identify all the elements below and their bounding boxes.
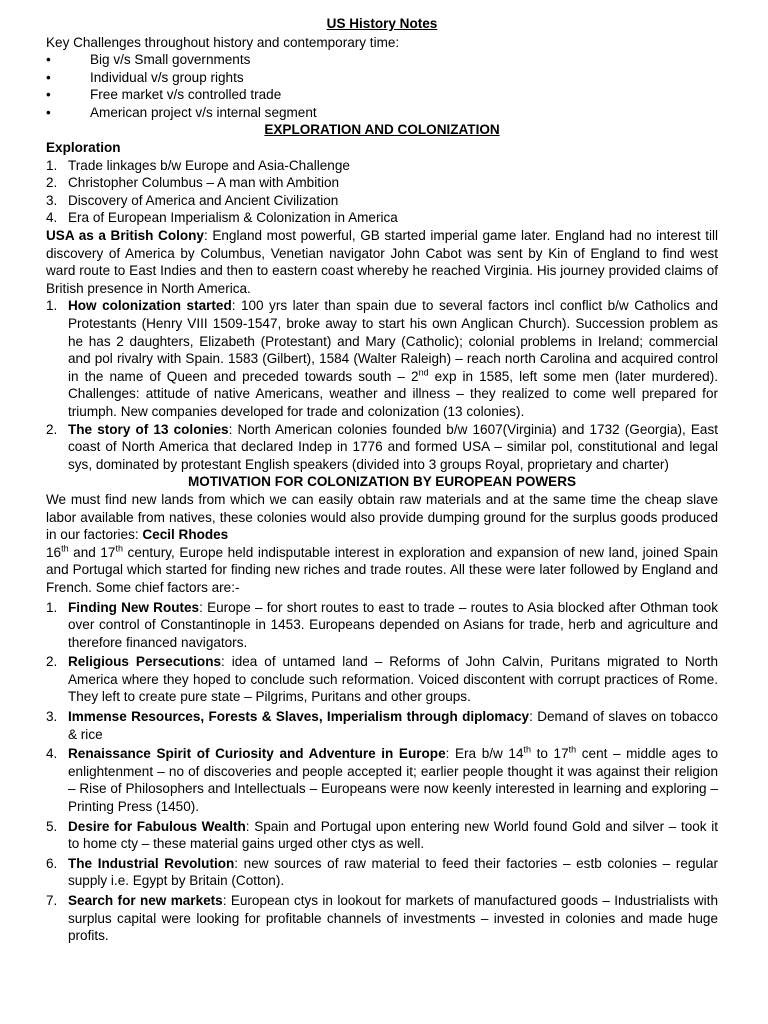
subheading-exploration: Exploration bbox=[46, 140, 121, 156]
list-item bbox=[46, 421, 718, 474]
item-number: 2. bbox=[46, 654, 58, 670]
page-title: US History Notes bbox=[326, 16, 438, 31]
superscript: th bbox=[115, 543, 123, 554]
usa-colony-paragraph bbox=[46, 227, 718, 297]
item-label: Search for new markets bbox=[68, 893, 223, 908]
item-number: 4. bbox=[46, 210, 58, 226]
section-heading-exploration: EXPLORATION AND COLONIZATION bbox=[264, 122, 500, 138]
century-text: century, Europe held indisputable interest in exploration and expansion of new land, joined Spain and Portugal which started for finding new riches and trade routes. All these were later followed by England and French. Some chief factors are:- bbox=[46, 544, 718, 595]
list-item bbox=[46, 192, 718, 210]
colony-list bbox=[46, 297, 718, 473]
item-text: Discovery of America and Ancient Civilization bbox=[68, 192, 339, 208]
item-number: 2. bbox=[46, 421, 58, 437]
item-text: Trade linkages b/w Europe and Asia-Challenge bbox=[68, 157, 350, 173]
list-item bbox=[46, 157, 718, 175]
item-label: Immense Resources, Forests & Slaves, Imperialism through diplomacy bbox=[68, 709, 530, 725]
item-number: 1. bbox=[46, 157, 58, 173]
list-item bbox=[46, 892, 718, 945]
item-text: : idea of untamed land – Reforms of John Calvin, Puritans migrated to North America where they hoped to conclude such reformation. Voiced discontent with corrupt practices of Rome. They left to create pure state – Pilgrims, Puritans and other groups. bbox=[68, 654, 718, 705]
item-label: Desire for Fabulous Wealth bbox=[68, 818, 246, 834]
item-text: : Era b/w 14 bbox=[445, 746, 524, 762]
item-label: Religious Persecutions bbox=[68, 654, 221, 670]
challenges-list bbox=[46, 51, 718, 121]
item-text: Era of European Imperialism & Colonization in America bbox=[68, 210, 398, 226]
list-item bbox=[46, 818, 718, 853]
item-number: 5. bbox=[46, 818, 58, 834]
item-number: 1. bbox=[46, 599, 58, 615]
list-item bbox=[46, 599, 718, 652]
item-label: The Industrial Revolution bbox=[68, 855, 235, 871]
item-text: Christopher Columbus – A man with Ambition bbox=[68, 175, 340, 191]
item-number: 3. bbox=[46, 192, 58, 208]
list-item bbox=[46, 174, 718, 192]
list-item: • Individual v/s group rights bbox=[46, 69, 718, 87]
superscript: th bbox=[61, 543, 69, 554]
list-item bbox=[46, 708, 718, 743]
item-text: exp in 1585, left some men (later murdered). Challenges: attitude of native Americans, weather and illness – they realized to come well prepared for triumph. New companies developed for trade and colonization (13 colonies). bbox=[68, 368, 718, 419]
superscript: nd bbox=[418, 367, 429, 378]
item-label: The story of 13 colonies bbox=[68, 421, 229, 437]
intro-text: Key Challenges throughout history and contemporary time: bbox=[46, 34, 400, 50]
list-item bbox=[46, 745, 718, 815]
item-text: to 17 bbox=[531, 746, 569, 762]
century-text: and 17 bbox=[68, 544, 116, 560]
item-label: Finding New Routes bbox=[68, 599, 200, 615]
item-number: 3. bbox=[46, 709, 58, 725]
exploration-list bbox=[46, 157, 718, 227]
item-label: Renaissance Spirit of Curiosity and Adventure in Europe bbox=[68, 746, 446, 762]
item-text: : Demand of slaves on tobacco & rice bbox=[68, 709, 718, 742]
item-text: : new sources of raw material to feed their factories – estb colonies – regular supply i.e. Egypt by Britain (Cotton). bbox=[68, 855, 718, 889]
quote-author: Cecil Rhodes bbox=[142, 527, 229, 543]
item-label: How colonization started bbox=[68, 298, 232, 314]
list-item bbox=[46, 209, 718, 227]
century-number: 16 bbox=[46, 544, 62, 560]
item-number: 6. bbox=[46, 855, 58, 871]
item-text: : 100 yrs later than spain due to several factors incl conflict b/w Catholics and Protestants (Henry VIII 1509-1547, broke away to start his own Anglican Church). Succession problem as he has 2 daughters, Elizabeth (Protestant) and Mary (Catholic); colonial problems in Ireland; commercial and pol rivalry with Spain. 1583 (Gilbert), 1584 (Walter Raleigh) – reach north Carolina and acquired control in the name of Queen and preceded towards south – 2 bbox=[68, 298, 718, 384]
usa-colony-text: : England most powerful, GB started imperial game later. England had no interest till discovery of America by Columbus, Venetian navigator John Cabot was sent by Kin of England to find west ward route to East Indies and then to eastern coast whereby he reached Virginia. His journey provided claims of British presence in North America. bbox=[46, 228, 718, 296]
century-paragraph bbox=[46, 544, 718, 597]
usa-colony-label: USA as a British Colony bbox=[46, 228, 204, 244]
quote-text: We must find new lands from which we can easily obtain raw materials and at the same time the cheap slave labor available from natives, these colonies would also provide dumping ground for the surplus goods produced in our factories: bbox=[46, 491, 718, 543]
superscript: th bbox=[568, 744, 577, 755]
superscript: th bbox=[523, 744, 531, 755]
item-number: 7. bbox=[46, 893, 58, 908]
item-number: 2. bbox=[46, 175, 58, 191]
item-number: 4. bbox=[46, 746, 58, 762]
item-number: 1. bbox=[46, 298, 58, 314]
list-item bbox=[46, 653, 718, 706]
item-text: cent – middle ages to enlightenment – no of discoveries and people accepted it; earlier people thought it was against their religion – Rise of Philosophers and Intellectuals – Europeans were now keenly interested in learning and exploring – Printing Press (1450). bbox=[68, 746, 718, 815]
list-item: • American project v/s internal segment bbox=[46, 104, 718, 122]
item-text: : Spain and Portugal upon entering new World found Gold and silver – took it to home cty – these material gains urged other ctys as well. bbox=[68, 818, 718, 852]
quote-paragraph bbox=[46, 491, 718, 544]
list-item bbox=[46, 855, 718, 890]
item-text: : Europe – for short routes to east to trade – routes to Asia blocked after Othman took over control of Constantinople in 1453. Europeans depended on Asians for trade, herb and agriculture and therefore financed navigators. bbox=[68, 599, 718, 650]
item-text: : North American colonies founded b/w 1607(Virginia) and 1732 (Georgia), East coast of North America that declared Indep in 1776 and formed USA – similar pol, constitutional and legal sys, dominated by protestant English speakers (divided into 3 groups Royal, proprietary and charter) bbox=[68, 421, 718, 472]
list-item: • Free market v/s controlled trade bbox=[46, 86, 718, 104]
item-text: : European ctys in lookout for markets of manufactured goods – Industrialists with surplus capital were looking for profitable channels of investments – invested in colonies and made huge profits. bbox=[68, 893, 718, 944]
section-heading-motivation: MOTIVATION FOR COLONIZATION BY EUROPEAN POWERS bbox=[187, 474, 577, 490]
list-item bbox=[46, 297, 718, 420]
list-item: • Big v/s Small governments bbox=[46, 51, 718, 69]
factors-list bbox=[46, 599, 718, 945]
